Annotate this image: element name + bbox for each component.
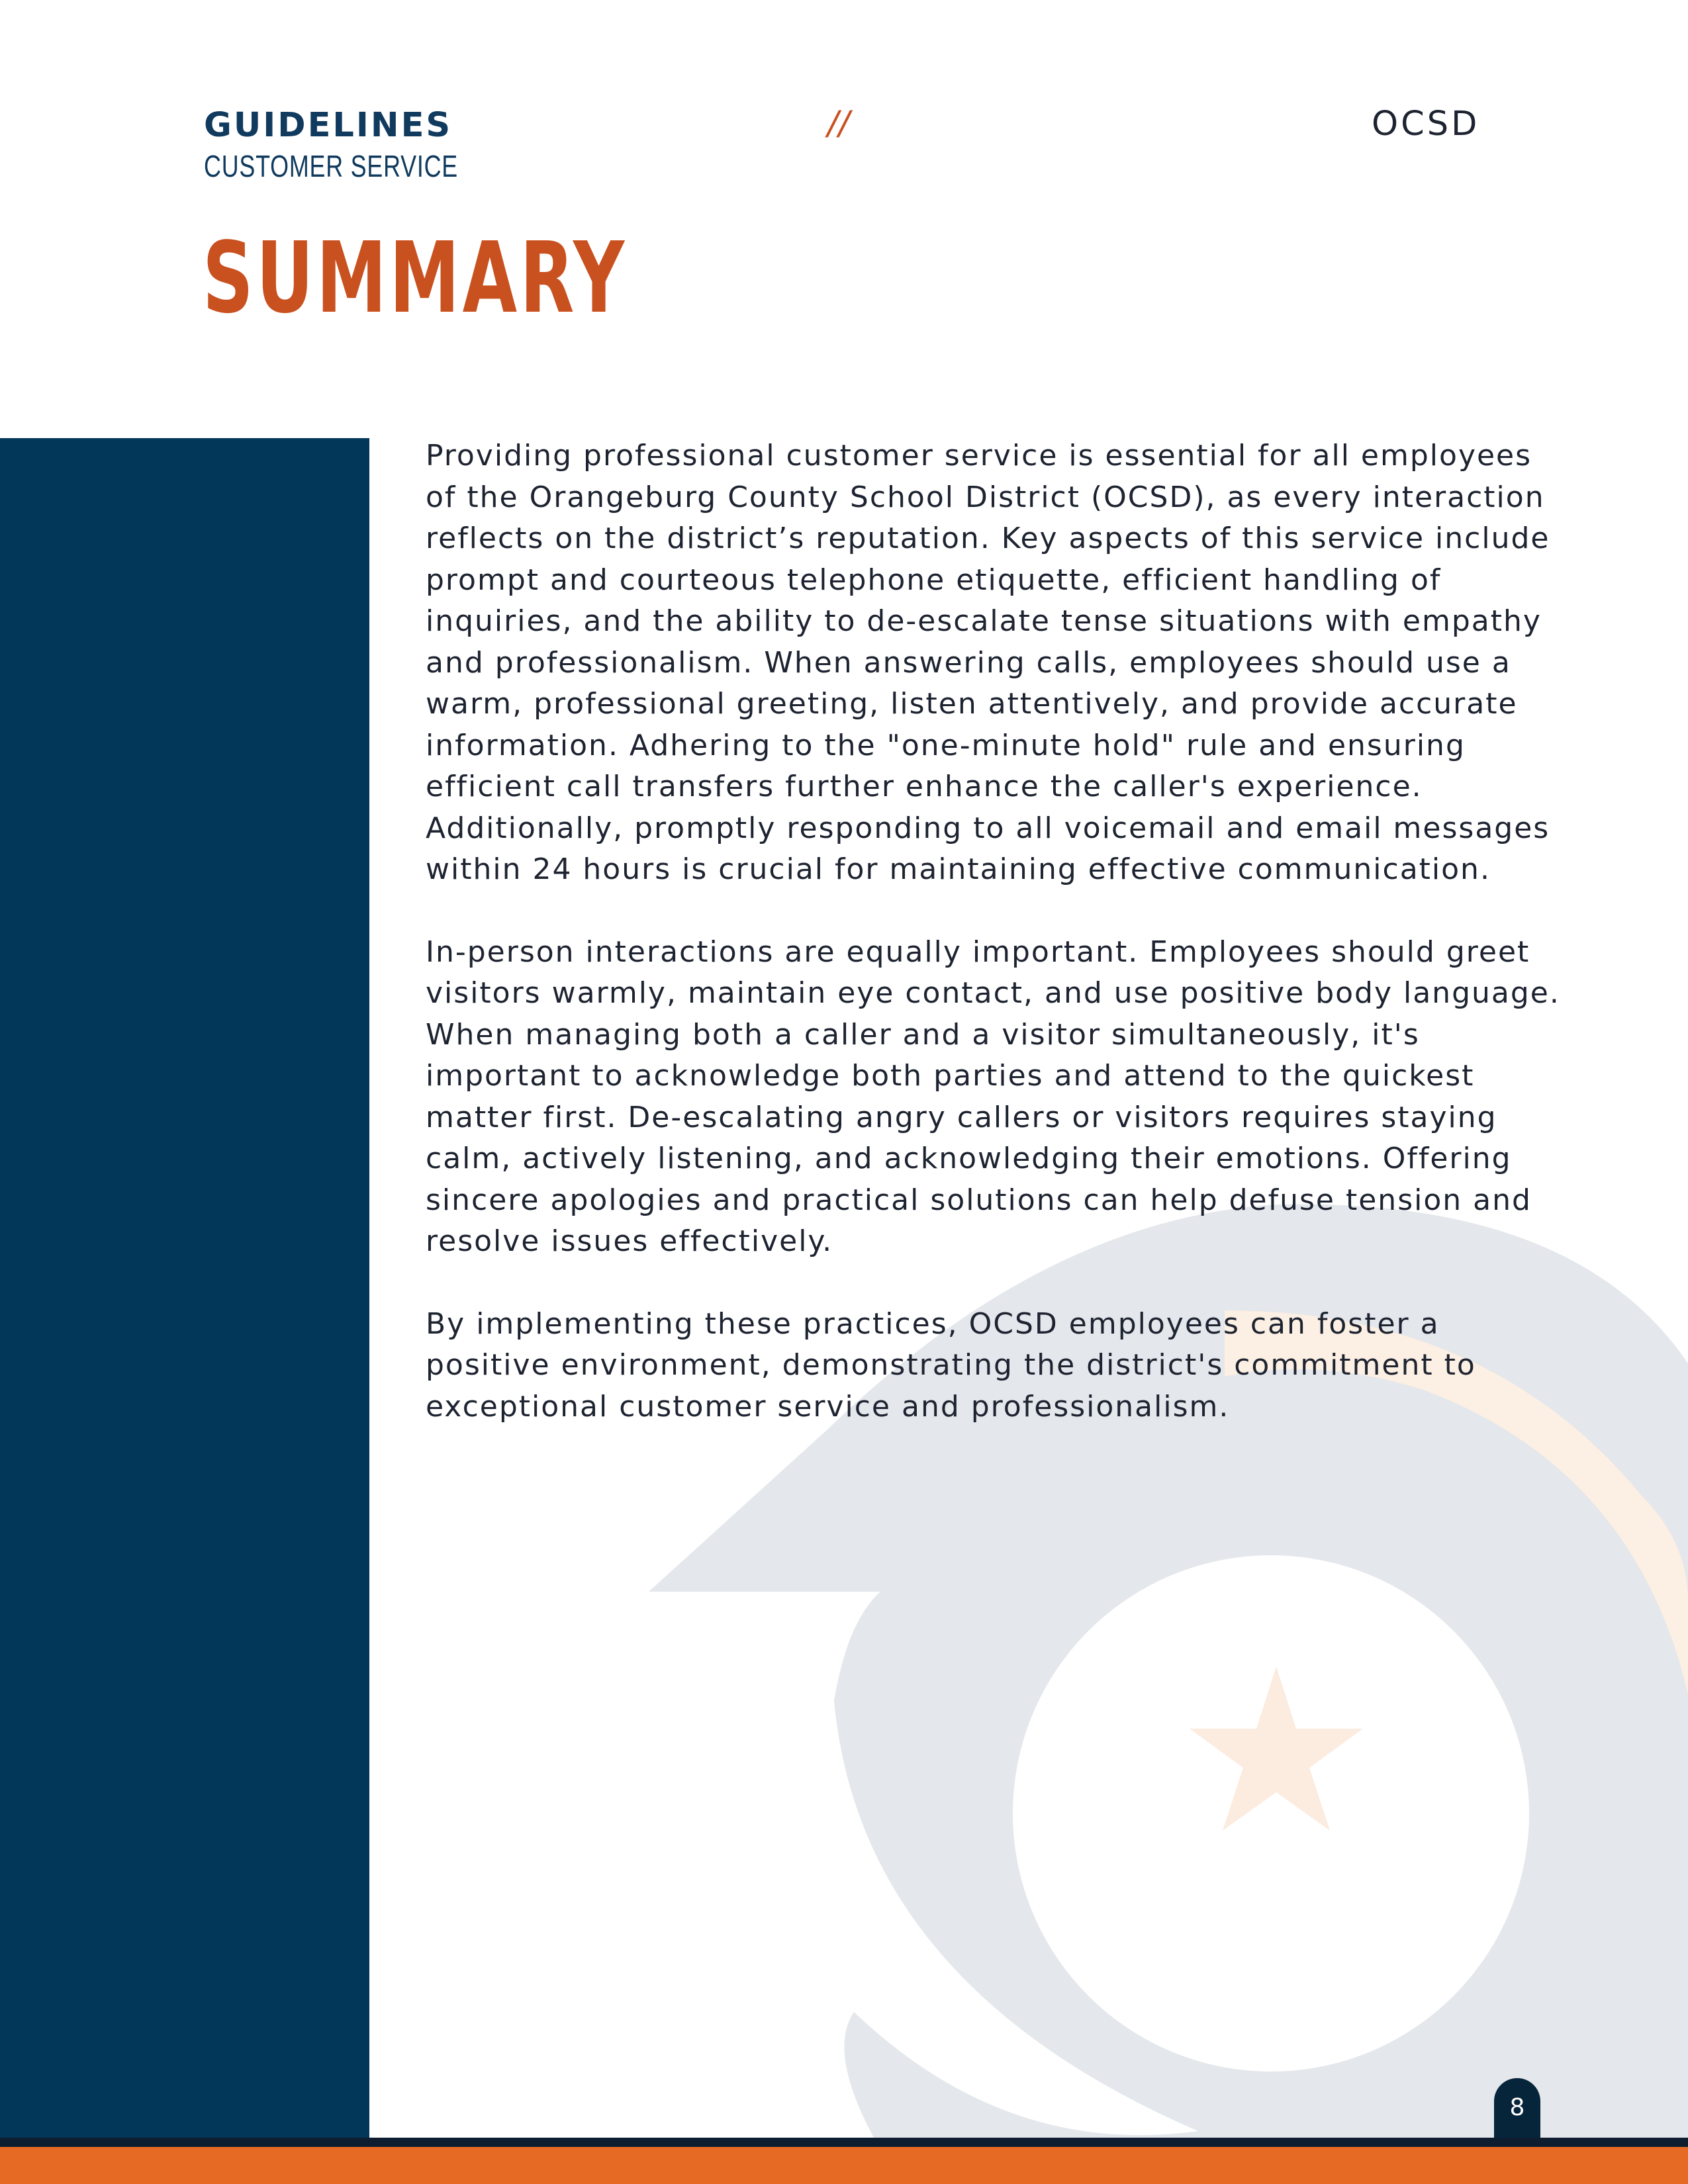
footer-dark-stripe bbox=[0, 2138, 1688, 2147]
document-header bbox=[204, 106, 530, 185]
header-organization: OCSD bbox=[1372, 105, 1480, 144]
header-separator: // bbox=[827, 104, 850, 142]
header-title: GUIDELINES bbox=[204, 106, 453, 145]
page-title: SUMMARY bbox=[203, 221, 628, 335]
summary-body bbox=[426, 435, 1564, 1469]
page-number: 8 bbox=[1494, 2078, 1540, 2142]
side-color-band bbox=[0, 438, 369, 2138]
footer-orange-stripe bbox=[0, 2147, 1688, 2184]
summary-paragraph-3: By implementing these practices, OCSD employees can foster a positive environment, demonstrating the district's commitment to exceptional customer service and professionalism. bbox=[426, 1306, 1476, 1424]
header-subtitle: CUSTOMER SERVICE bbox=[204, 149, 458, 183]
summary-paragraph-1: Providing professional customer service is essential for all employees of the Orangeburg County School District (OCSD), as every interaction reflects on the district’s reputation. Key aspects of this service include prompt and courteous telephone etiquette, efficient handling of inquiries, and the ability to de-escalate tense situations with empathy and professionalism. When answering calls, employees should use a warm, professional greeting, listen attentively, and provide accurate information. Adhering to the "one-minute hold" rule and ensuring efficient call transfers further enhance the caller's experience. Additionally, promptly responding to all voicemail and email messages within 24 hours is crucial for maintaining effective communication. bbox=[426, 439, 1550, 886]
summary-paragraph-2: In-person interactions are equally important. Employees should greet visitors warmly, maintain eye contact, and use positive body language. When managing both a caller and a visitor simultaneously, it's important to acknowledge both parties and attend to the quickest matter first. De-escalating angry callers or visitors requires staying calm, actively listening, and acknowledging their emotions. Offering sincere apologies and practical solutions can help defuse tension and resolve issues effectively. bbox=[426, 934, 1560, 1258]
